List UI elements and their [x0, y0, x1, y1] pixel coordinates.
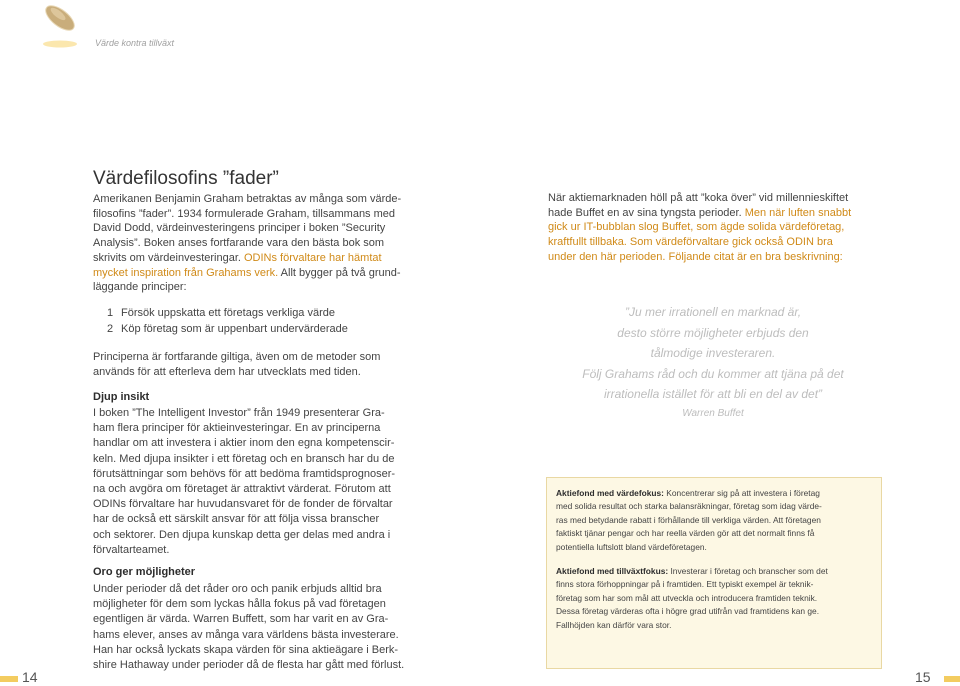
box-line: med solida resultat och starka balansräkningar, företag som idag värde- [556, 501, 822, 512]
box-line: faktiskt tjänar pengar och har reella värden gör att det normalt finns få [556, 528, 815, 539]
paragraph-line: keln. Med djupa insikter i ett företag och en bransch har du de [93, 452, 395, 465]
list-item [107, 322, 437, 338]
quote-line: Följ Grahams råd och du kommer att tjäna på det [582, 366, 844, 381]
paragraph-line: möjligheter för dem som lyckas hålla fokus på vad företagen [93, 598, 386, 611]
paragraph-line: ham flera principer för aktieinvesteringar. En av principerna [93, 422, 381, 435]
paragraph-line: Principerna är fortfarande giltiga, även om de metoder som [93, 351, 381, 363]
paragraph-line: hade Buffet en av sina tyngsta perioder. [548, 206, 745, 219]
leaf-logo-icon [40, 2, 80, 48]
box-line: finns stora förhoppningar på i framtiden. Ett typiskt exempel är teknik- [556, 579, 814, 590]
box-line: Koncentrerar sig på att investera i företag [663, 488, 820, 498]
list-text: Köp företag som är uppenbart undervärderade [121, 322, 348, 335]
paragraph-line: När aktiemarknaden höll på att ”koka över” vid millennieskiftet [548, 192, 849, 204]
page-number-right: 15 [915, 669, 931, 685]
paragraph-line: handlar om att investera i aktier inom den egna kompetenscir- [93, 437, 395, 450]
box-line: Dessa företag värderas ofta i högre grad utifrån vad framtidens kan ge. [556, 606, 820, 617]
paragraph-line: na och avgöra om företaget är attraktivt värderat. Förutom att [93, 483, 391, 496]
intro-highlight: ODINs förvaltare har hämtat [244, 251, 382, 264]
intro-line: Allt bygger på två grund- [278, 266, 401, 279]
quote-line: irrationella istället för att bli en del av det” [603, 387, 823, 401]
paragraph-line: och sektorer. Den djupa kunskap detta ger delas med andra i [93, 528, 391, 541]
box-line: ras med betydande rabatt i förhållande till verkliga värden. Att företagen [556, 514, 821, 525]
paragraph-line: egentligen är värda. Warren Buffett, som har varit en av Gra- [93, 613, 389, 626]
quote-line: ”Ju mer irrationell en marknad är, [624, 305, 802, 319]
pull-quote [548, 302, 878, 405]
paragraph-line: hams elever, anses av många vara världens bästa investerare. [93, 628, 399, 641]
value-fund-description [556, 487, 876, 554]
section-heading-djup-insikt: Djup insikt [93, 391, 150, 403]
paragraph-line: shire Hathaway under perioder då de flesta har gått med förlust. [93, 659, 405, 672]
paragraph-line: har de också ett särskilt ansvar för att följa vissa branscher [93, 513, 380, 526]
paragraph-line: förvaltarteamet. [93, 543, 170, 556]
principles-list [107, 306, 437, 337]
intro-paragraph [93, 192, 423, 295]
section-heading-oro: Oro ger möjligheter [93, 566, 196, 578]
list-item [107, 306, 437, 322]
paragraph-highlight: under den här perioden. Följande citat är en bra beskrivning: [548, 250, 843, 263]
paragraph-highlight: gick ur IT-bubblan slog Buffet, som ägde solida värdeföretag, [548, 221, 845, 234]
section-oro-body [93, 582, 423, 673]
section-djup-insikt-body [93, 406, 423, 558]
page-title: Värdefilosofins ”fader” [93, 168, 279, 189]
intro-line: David Dodd, värdeinvesteringens principer i boken ”Security [93, 222, 386, 235]
quote-line: tålmodige investeraren. [650, 346, 776, 360]
page-number-left: 14 [22, 669, 38, 685]
paragraph-line: Under perioder då det råder oro och panik erbjuds alltid bra [93, 583, 382, 595]
value-fund-label: Aktiefond med värdefokus: [556, 488, 664, 498]
intro-line: Analysis”. Boken anses fortfarande vara den bästa bok som [93, 237, 385, 250]
quote-author: Warren Buffet [682, 408, 744, 419]
growth-fund-description [556, 565, 876, 632]
paragraph-highlight: Men när luften snabbt [744, 206, 852, 219]
paragraph-line: I boken ”The Intelligent Investor” från 1949 presenterar Gra- [93, 407, 385, 419]
intro-highlight: mycket inspiration från Grahams verk. [93, 266, 279, 279]
box-line: potentiella luftslott bland värdeföretagen. [556, 541, 707, 552]
page-marker-bar-left [0, 676, 18, 682]
intro-line: läggande principer: [93, 281, 187, 294]
paragraph-line: ODINs förvaltare har huvudansvaret för de fonder de förvaltar [93, 498, 393, 511]
box-line: Fallhöjden kan därför vara stor. [556, 619, 672, 630]
box-line: företag som har som mål att utveckla och introducera framtiden teknik. [556, 592, 818, 603]
paragraph-line: Han har också lyckats skapa värden för sina aktieägare i Berk- [93, 643, 399, 656]
page-marker-bar-right [944, 676, 960, 682]
running-title: Värde kontra tillväxt [95, 38, 175, 48]
paragraph-highlight: kraftfullt tillbaka. Som värdeförvaltare gick också ODIN bra [548, 236, 833, 249]
paragraph-line: förutsättningar som behövs för att bedöma framtidsprognoser- [93, 467, 396, 480]
list-number: 2 [107, 322, 114, 335]
growth-fund-label: Aktiefond med tillväxtfokus: [556, 566, 669, 576]
box-line: Investerar i företag och branscher som det [668, 566, 828, 576]
intro-line: skrivits om värdeinvesteringar. [93, 251, 244, 264]
principles-paragraph [93, 350, 423, 379]
right-intro-paragraph [548, 191, 878, 265]
paragraph-line: används för att efterleva dem har utvecklats med tiden. [93, 365, 361, 378]
quote-line: desto större möjligheter erbjuds den [617, 325, 809, 340]
intro-line: Amerikanen Benjamin Graham betraktas av många som värde- [93, 193, 402, 205]
list-text: Försök uppskatta ett företags verkliga värde [121, 307, 335, 319]
intro-line: filosofins ”fader”. 1934 formulerade Graham, tillsammans med [93, 207, 396, 220]
list-number: 1 [107, 307, 114, 319]
